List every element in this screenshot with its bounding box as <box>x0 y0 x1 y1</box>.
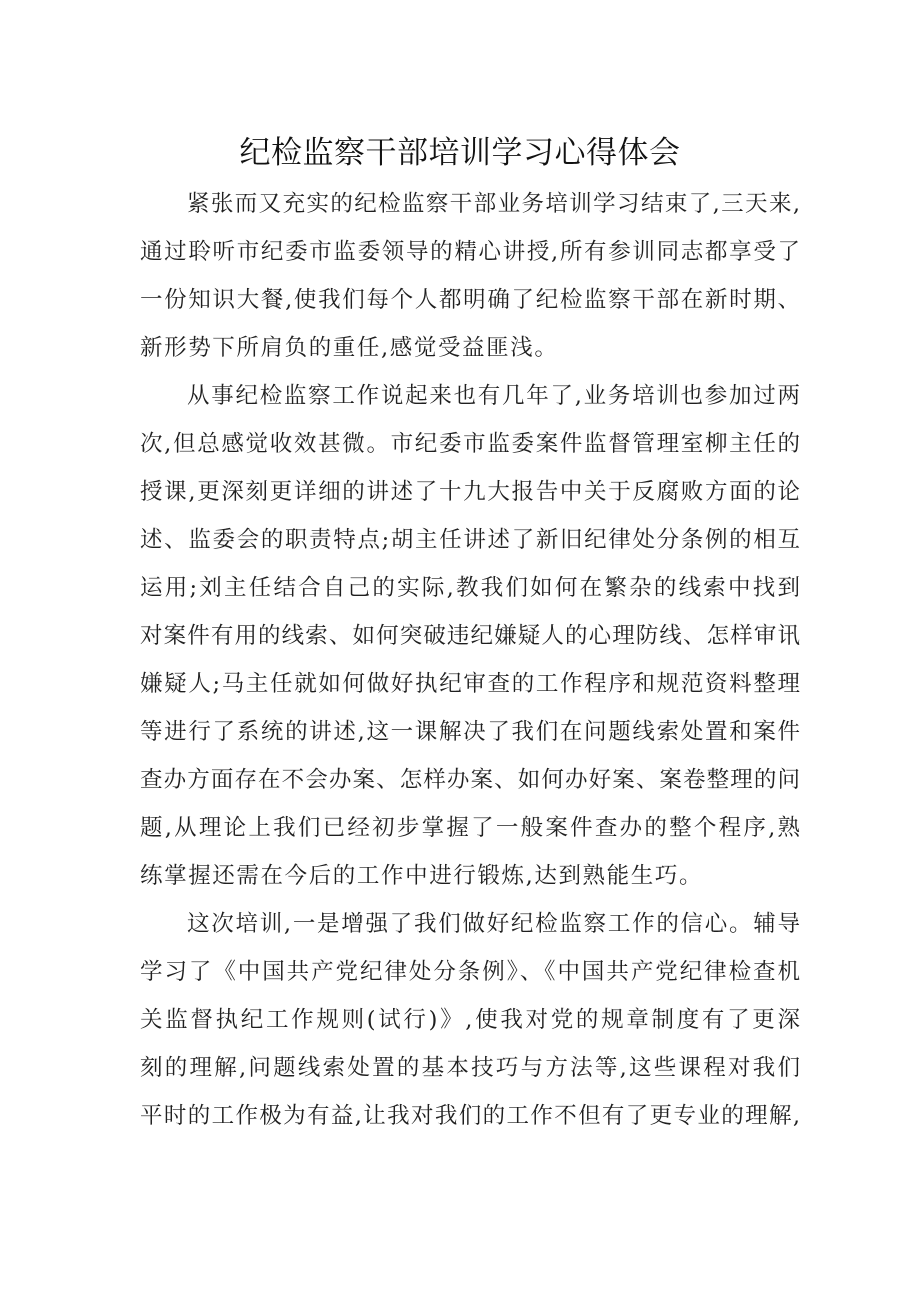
paragraph-2-line-7: 嫌疑人;马主任就如何做好执纪审查的工作程序和规范资料整理 <box>140 671 800 697</box>
paragraph-3-line-4: 刻的理解,问题线索处置的基本技巧与方法等,这些课程对我们 <box>140 1055 800 1081</box>
paragraph-2-line-4: 述、监委会的职责特点;胡主任讲述了新旧纪律处分条例的相互 <box>140 527 800 553</box>
paragraph-3-line-3: 关监督执纪工作规则(试行)》,使我对党的规章制度有了更深 <box>140 1007 800 1033</box>
paragraph-3-line-5: 平时的工作极为有益,让我对我们的工作不但有了更专业的理解, <box>140 1103 800 1129</box>
paragraph-2-line-5: 运用;刘主任结合自己的实际,教我们如何在繁杂的线索中找到 <box>140 575 800 601</box>
paragraph-2-line-8: 等进行了系统的讲述,这一课解决了我们在问题线索处置和案件 <box>140 719 800 745</box>
document-title: 纪检监察干部培训学习心得体会 <box>239 135 681 171</box>
paragraph-2-line-1: 从事纪检监察工作说起来也有几年了,业务培训也参加过两 <box>187 383 800 409</box>
paragraph-2-line-11: 练掌握还需在今后的工作中进行锻炼,达到熟能生巧。 <box>140 863 704 889</box>
paragraph-2-line-10: 题,从理论上我们已经初步掌握了一般案件查办的整个程序,熟 <box>140 815 800 841</box>
paragraph-3-line-1: 这次培训,一是增强了我们做好纪检监察工作的信心。辅导 <box>187 911 800 937</box>
paragraph-1-line-2: 通过聆听市纪委市监委领导的精心讲授,所有参训同志都享受了 <box>140 239 800 265</box>
paragraph-1-line-4: 新形势下所肩负的重任,感觉受益匪浅。 <box>140 335 559 361</box>
paragraph-2-line-3: 授课,更深刻更详细的讲述了十九大报告中关于反腐败方面的论 <box>140 479 800 505</box>
paragraph-2-line-2: 次,但总感觉收效甚微。市纪委市监委案件监督管理室柳主任的 <box>140 431 800 457</box>
paragraph-1-line-1: 紧张而又充实的纪检监察干部业务培训学习结束了,三天来, <box>187 191 800 217</box>
paragraph-2-line-6: 对案件有用的线索、如何突破违纪嫌疑人的心理防线、怎样审讯 <box>140 623 800 649</box>
paragraph-1-line-3: 一份知识大餐,使我们每个人都明确了纪检监察干部在新时期、 <box>140 287 800 313</box>
paragraph-2-line-9: 查办方面存在不会办案、怎样办案、如何办好案、案卷整理的问 <box>140 767 800 793</box>
paragraph-3-line-2: 学习了《中国共产党纪律处分条例》、《中国共产党纪律检查机 <box>140 959 800 985</box>
